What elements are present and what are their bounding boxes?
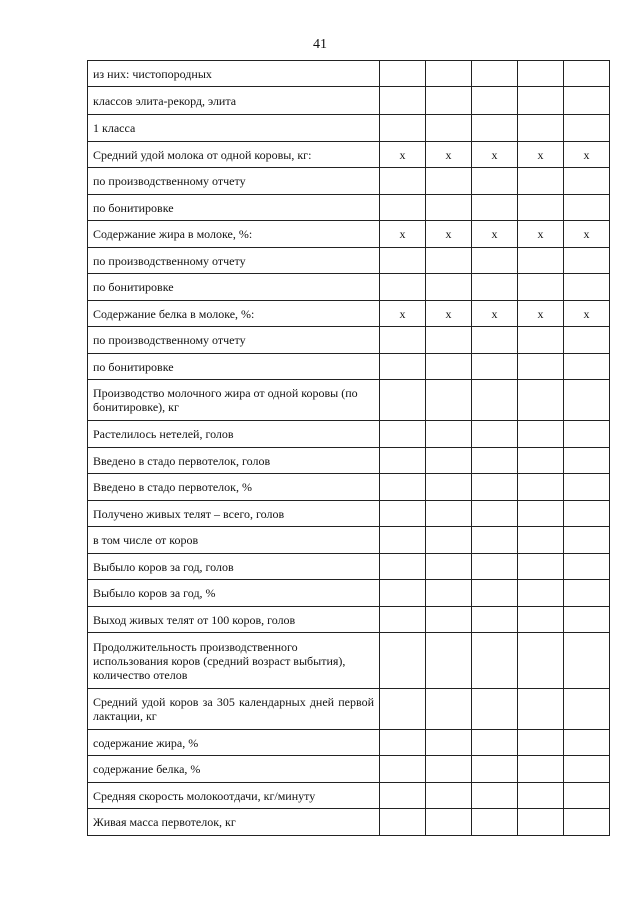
value-cell xyxy=(426,327,472,354)
value-cell xyxy=(472,448,518,474)
table-row xyxy=(88,501,610,527)
value-cell xyxy=(518,607,564,633)
value-cell xyxy=(380,633,426,689)
value-cell xyxy=(564,501,610,527)
page-number: 41 xyxy=(313,37,327,52)
value-cell xyxy=(380,448,426,474)
table-row xyxy=(88,248,610,274)
value-cell xyxy=(564,448,610,474)
row-label: Средний удой молока от одной коровы, кг: xyxy=(88,142,380,168)
value-cell xyxy=(518,195,564,221)
value-cell xyxy=(564,115,610,142)
value-cell xyxy=(380,168,426,195)
value-cell xyxy=(426,580,472,607)
value-cell xyxy=(564,689,610,730)
value-cell xyxy=(518,633,564,689)
value-cell xyxy=(426,380,472,421)
row-label: по бонитировке xyxy=(88,274,380,301)
table-row xyxy=(88,115,610,142)
value-cell xyxy=(564,607,610,633)
value-cell xyxy=(426,633,472,689)
value-cell xyxy=(564,474,610,501)
value-cell xyxy=(564,809,610,836)
value-cell xyxy=(518,248,564,274)
value-cell xyxy=(518,380,564,421)
value-cell xyxy=(518,448,564,474)
row-label: Растелилось нетелей, голов xyxy=(88,421,380,448)
value-cell: x xyxy=(380,221,426,248)
value-cell xyxy=(426,730,472,756)
row-label: Получено живых телят – всего, голов xyxy=(88,501,380,527)
value-cell xyxy=(426,115,472,142)
value-cell xyxy=(426,248,472,274)
value-cell xyxy=(426,61,472,87)
table-row xyxy=(88,301,610,327)
row-label: содержание белка, % xyxy=(88,756,380,783)
value-cell xyxy=(472,87,518,115)
value-cell xyxy=(518,809,564,836)
table-row xyxy=(88,783,610,809)
value-cell: x xyxy=(426,301,472,327)
value-cell xyxy=(564,554,610,580)
table-row xyxy=(88,580,610,607)
value-cell xyxy=(472,809,518,836)
value-cell xyxy=(564,580,610,607)
value-cell xyxy=(380,689,426,730)
row-label: Содержание белка в молоке, %: xyxy=(88,301,380,327)
value-cell xyxy=(518,61,564,87)
row-label: Выбыло коров за год, % xyxy=(88,580,380,607)
row-label: Введено в стадо первотелок, голов xyxy=(88,448,380,474)
row-label: Выход живых телят от 100 коров, голов xyxy=(88,607,380,633)
livestock-indicators-table xyxy=(87,60,610,836)
row-label: по бонитировке xyxy=(88,195,380,221)
table-row xyxy=(88,354,610,380)
table-row xyxy=(88,168,610,195)
value-cell xyxy=(564,421,610,448)
row-label: 1 класса xyxy=(88,115,380,142)
value-cell: x xyxy=(380,301,426,327)
value-cell xyxy=(426,421,472,448)
value-cell xyxy=(518,554,564,580)
value-cell xyxy=(518,783,564,809)
value-cell xyxy=(472,61,518,87)
value-cell xyxy=(564,61,610,87)
value-cell xyxy=(426,554,472,580)
value-cell xyxy=(380,527,426,554)
table-row xyxy=(88,633,610,689)
value-cell xyxy=(472,689,518,730)
value-cell: x xyxy=(564,301,610,327)
value-cell xyxy=(518,756,564,783)
table-row xyxy=(88,474,610,501)
value-cell xyxy=(380,474,426,501)
value-cell xyxy=(426,195,472,221)
value-cell: x xyxy=(426,221,472,248)
value-cell xyxy=(564,730,610,756)
value-cell: x xyxy=(472,142,518,168)
value-cell xyxy=(472,274,518,301)
value-cell xyxy=(426,274,472,301)
value-cell xyxy=(472,354,518,380)
value-cell xyxy=(518,274,564,301)
value-cell xyxy=(380,61,426,87)
value-cell xyxy=(380,421,426,448)
value-cell xyxy=(518,421,564,448)
table-row xyxy=(88,730,610,756)
value-cell xyxy=(564,783,610,809)
value-cell xyxy=(426,607,472,633)
value-cell xyxy=(472,607,518,633)
value-cell xyxy=(426,783,472,809)
value-cell xyxy=(426,168,472,195)
value-cell xyxy=(426,87,472,115)
value-cell xyxy=(518,168,564,195)
value-cell xyxy=(518,354,564,380)
value-cell xyxy=(472,527,518,554)
value-cell xyxy=(380,248,426,274)
value-cell xyxy=(564,87,610,115)
value-cell xyxy=(380,580,426,607)
value-cell xyxy=(472,248,518,274)
value-cell xyxy=(426,527,472,554)
value-cell xyxy=(518,527,564,554)
value-cell xyxy=(426,354,472,380)
value-cell xyxy=(472,115,518,142)
value-cell xyxy=(380,756,426,783)
table-row xyxy=(88,221,610,248)
value-cell xyxy=(380,274,426,301)
value-cell xyxy=(472,756,518,783)
table-row xyxy=(88,87,610,115)
table-row xyxy=(88,327,610,354)
value-cell xyxy=(518,689,564,730)
value-cell xyxy=(564,380,610,421)
row-label: Продолжительность производственного использования коров (средний возраст выбытия), количество отелов xyxy=(88,633,380,689)
row-label: Выбыло коров за год, голов xyxy=(88,554,380,580)
value-cell xyxy=(564,327,610,354)
row-label: Введено в стадо первотелок, % xyxy=(88,474,380,501)
value-cell xyxy=(472,580,518,607)
value-cell xyxy=(472,195,518,221)
value-cell xyxy=(472,168,518,195)
value-cell xyxy=(564,168,610,195)
value-cell xyxy=(380,501,426,527)
value-cell: x xyxy=(380,142,426,168)
row-label: по бонитировке xyxy=(88,354,380,380)
row-label: Средняя скорость молокоотдачи, кг/минуту xyxy=(88,783,380,809)
value-cell xyxy=(472,474,518,501)
table-row xyxy=(88,809,610,836)
table-row xyxy=(88,380,610,421)
row-label: в том числе от коров xyxy=(88,527,380,554)
table-row xyxy=(88,61,610,87)
row-label: содержание жира, % xyxy=(88,730,380,756)
value-cell xyxy=(472,380,518,421)
value-cell xyxy=(518,501,564,527)
value-cell xyxy=(564,195,610,221)
value-cell xyxy=(380,730,426,756)
row-label: классов элита-рекорд, элита xyxy=(88,87,380,115)
table-row xyxy=(88,195,610,221)
value-cell xyxy=(518,327,564,354)
value-cell xyxy=(380,554,426,580)
value-cell xyxy=(518,87,564,115)
value-cell: x xyxy=(472,301,518,327)
table-row xyxy=(88,142,610,168)
value-cell: x xyxy=(564,142,610,168)
value-cell xyxy=(472,421,518,448)
value-cell xyxy=(518,115,564,142)
table-row xyxy=(88,756,610,783)
value-cell: x xyxy=(472,221,518,248)
table-body xyxy=(88,61,610,836)
value-cell xyxy=(380,809,426,836)
value-cell xyxy=(380,354,426,380)
value-cell xyxy=(426,474,472,501)
value-cell xyxy=(472,554,518,580)
value-cell xyxy=(426,809,472,836)
row-label: Содержание жира в молоке, %: xyxy=(88,221,380,248)
value-cell xyxy=(380,115,426,142)
value-cell xyxy=(564,354,610,380)
value-cell xyxy=(380,783,426,809)
value-cell xyxy=(518,580,564,607)
value-cell xyxy=(472,783,518,809)
value-cell xyxy=(380,87,426,115)
value-cell xyxy=(472,327,518,354)
row-label: по производственному отчету xyxy=(88,327,380,354)
table-row xyxy=(88,554,610,580)
value-cell xyxy=(472,730,518,756)
row-label: по производственному отчету xyxy=(88,248,380,274)
row-label: Производство молочного жира от одной коровы (по бонитировке), кг xyxy=(88,380,380,421)
table-row xyxy=(88,527,610,554)
value-cell xyxy=(564,756,610,783)
value-cell xyxy=(380,195,426,221)
value-cell: x xyxy=(518,301,564,327)
value-cell xyxy=(564,248,610,274)
value-cell: x xyxy=(564,221,610,248)
value-cell xyxy=(380,607,426,633)
table-row xyxy=(88,607,610,633)
value-cell: x xyxy=(426,142,472,168)
row-label: из них: чистопородных xyxy=(88,61,380,87)
table-row xyxy=(88,421,610,448)
table-row xyxy=(88,689,610,730)
value-cell xyxy=(564,527,610,554)
value-cell xyxy=(472,501,518,527)
value-cell: x xyxy=(518,221,564,248)
value-cell xyxy=(426,689,472,730)
value-cell xyxy=(472,633,518,689)
value-cell xyxy=(426,448,472,474)
value-cell xyxy=(426,501,472,527)
value-cell xyxy=(564,274,610,301)
value-cell xyxy=(518,474,564,501)
value-cell xyxy=(426,756,472,783)
value-cell xyxy=(564,633,610,689)
value-cell xyxy=(380,327,426,354)
value-cell xyxy=(518,730,564,756)
value-cell: x xyxy=(518,142,564,168)
table-row xyxy=(88,274,610,301)
table-row xyxy=(88,448,610,474)
value-cell xyxy=(380,380,426,421)
row-label: Живая масса первотелок, кг xyxy=(88,809,380,836)
row-label: Средний удой коров за 305 календарных дней первой лактации, кг xyxy=(88,689,380,730)
row-label: по производственному отчету xyxy=(88,168,380,195)
